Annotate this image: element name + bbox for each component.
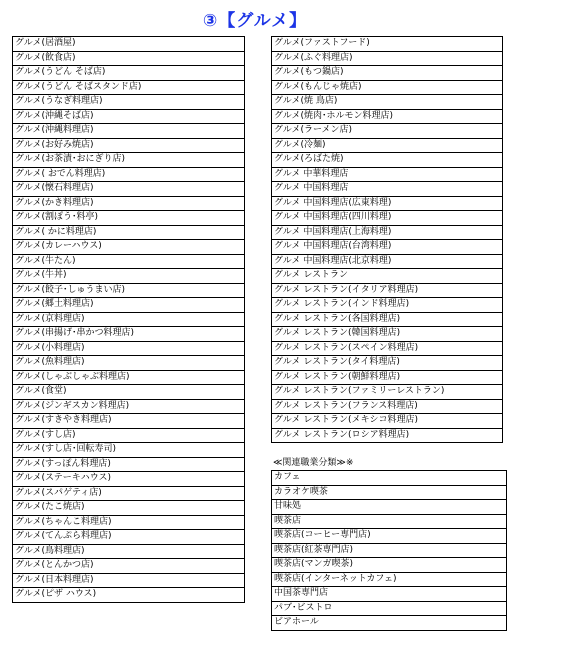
category-cell: グルメ(食堂) — [13, 385, 245, 400]
table-row — [13, 211, 245, 226]
table-row — [272, 211, 503, 226]
table-row — [272, 327, 503, 342]
table-row — [13, 501, 245, 516]
category-cell: グルメ レストラン(ロシア料理店) — [272, 428, 503, 443]
table-row — [272, 572, 507, 587]
gourmet-category-table-left — [12, 36, 245, 603]
category-cell: グルメ(お茶漬･おにぎり店) — [13, 153, 245, 168]
table-row — [13, 515, 245, 530]
category-cell: グルメ(冷麺) — [272, 138, 503, 153]
table-row — [13, 486, 245, 501]
page-title: ③【グルメ】 — [202, 11, 308, 31]
table-row — [272, 529, 507, 544]
table-row — [13, 196, 245, 211]
table-row — [272, 196, 503, 211]
table-row — [272, 601, 507, 616]
table-row — [272, 167, 503, 182]
table-row — [13, 167, 245, 182]
category-cell: グルメ(もつ鍋店) — [272, 66, 503, 81]
table-row — [13, 341, 245, 356]
category-cell: グルメ(ふぐ料理店) — [272, 51, 503, 66]
related-categories-table — [271, 470, 507, 631]
category-cell: グルメ(すし店) — [13, 428, 245, 443]
table-row — [13, 414, 245, 429]
category-cell: グルメ(牛丼) — [13, 269, 245, 284]
table-row — [13, 327, 245, 342]
category-cell: 喫茶店 — [272, 514, 507, 529]
category-cell: グルメ(魚料理店) — [13, 356, 245, 371]
table-row — [13, 95, 245, 110]
table-row — [272, 587, 507, 602]
table-row — [272, 500, 507, 515]
table-row — [13, 457, 245, 472]
category-cell: グルメ 中国料理店 — [272, 182, 503, 197]
category-cell: 喫茶店(マンガ喫茶) — [272, 558, 507, 573]
table-row — [13, 544, 245, 559]
table-row — [272, 514, 507, 529]
table-row — [272, 356, 503, 371]
category-cell: パブ･ビストロ — [272, 601, 507, 616]
table-row — [272, 298, 503, 313]
category-cell: グルメ(スパゲティ店) — [13, 486, 245, 501]
table-row — [272, 153, 503, 168]
table-row — [13, 588, 245, 603]
category-cell: グルメ レストラン(フランス料理店) — [272, 399, 503, 414]
table-row — [272, 80, 503, 95]
category-cell: グルメ レストラン(メキシコ料理店) — [272, 414, 503, 429]
category-cell: グルメ(日本料理店) — [13, 573, 245, 588]
category-cell: 喫茶店(インターネットカフェ) — [272, 572, 507, 587]
category-cell: グルメ(小料理店) — [13, 341, 245, 356]
table-row — [13, 240, 245, 255]
table-row — [13, 530, 245, 545]
table-row — [272, 225, 503, 240]
category-cell: カフェ — [272, 471, 507, 486]
table-row — [272, 37, 503, 52]
category-cell: グルメ 中国料理店(広東料理) — [272, 196, 503, 211]
category-cell: 喫茶店(紅茶専門店) — [272, 543, 507, 558]
table-row — [13, 283, 245, 298]
category-cell: ビアホール — [272, 616, 507, 631]
table-row — [272, 95, 503, 110]
table-row — [13, 472, 245, 487]
category-cell: グルメ レストラン(韓国料理店) — [272, 327, 503, 342]
table-row — [13, 109, 245, 124]
category-cell: グルメ 中国料理店(上海料理) — [272, 225, 503, 240]
category-cell: グルメ 中国料理店(北京料理) — [272, 254, 503, 269]
category-cell: グルメ(すきやき料理店) — [13, 414, 245, 429]
category-cell: グルメ レストラン — [272, 269, 503, 284]
category-cell: グルメ(てんぷら料理店) — [13, 530, 245, 545]
category-cell: グルメ(牛たん) — [13, 254, 245, 269]
table-row — [13, 298, 245, 313]
table-row — [272, 370, 503, 385]
category-cell: グルメ(串揚げ･串かつ料理店) — [13, 327, 245, 342]
category-cell: グルメ(たこ焼店) — [13, 501, 245, 516]
category-cell: グルメ(割ぽう･料亭) — [13, 211, 245, 226]
table-row — [272, 66, 503, 81]
category-cell: グルメ(うどん そば店) — [13, 66, 245, 81]
category-cell: グルメ(お好み焼店) — [13, 138, 245, 153]
category-cell: グルメ レストラン(ファミリーレストラン) — [272, 385, 503, 400]
category-cell: グルメ(沖縄料理店) — [13, 124, 245, 139]
category-cell: グルメ(焼肉･ホルモン料理店) — [272, 109, 503, 124]
category-cell: グルメ(餃子･しゅうまい店) — [13, 283, 245, 298]
table-row — [272, 558, 507, 573]
category-cell: グルメ(もんじゃ焼店) — [272, 80, 503, 95]
table-row — [272, 399, 503, 414]
table-row — [272, 471, 507, 486]
table-row — [13, 312, 245, 327]
category-cell: グルメ レストラン(朝鮮料理店) — [272, 370, 503, 385]
category-cell: グルメ レストラン(タイ料理店) — [272, 356, 503, 371]
table-row — [13, 399, 245, 414]
category-cell: グルメ(ジンギスカン料理店) — [13, 399, 245, 414]
category-cell: 中国茶専門店 — [272, 587, 507, 602]
table-row — [13, 428, 245, 443]
table-row — [272, 269, 503, 284]
category-cell: グルメ(郷土料理店) — [13, 298, 245, 313]
category-cell: カラオケ喫茶 — [272, 485, 507, 500]
table-row — [272, 124, 503, 139]
table-row — [13, 51, 245, 66]
table-row — [272, 341, 503, 356]
category-cell: グルメ レストラン(各国料理店) — [272, 312, 503, 327]
category-cell: グルメ(焼 鳥店) — [272, 95, 503, 110]
table-row — [272, 283, 503, 298]
category-cell: グルメ(ステーキハウス) — [13, 472, 245, 487]
category-cell: 喫茶店(コーヒー専門店) — [272, 529, 507, 544]
table-row — [272, 51, 503, 66]
category-cell: グルメ(懐石料理店) — [13, 182, 245, 197]
category-cell: グルメ(カレーハウス) — [13, 240, 245, 255]
table-row — [272, 109, 503, 124]
table-row — [13, 370, 245, 385]
category-cell: グルメ(飲食店) — [13, 51, 245, 66]
category-cell: グルメ レストラン(インド料理店) — [272, 298, 503, 313]
category-cell: グルメ(うどん そばスタンド店) — [13, 80, 245, 95]
table-row — [13, 80, 245, 95]
category-cell: グルメ(とんかつ店) — [13, 559, 245, 574]
table-row — [272, 414, 503, 429]
category-cell: グルメ(居酒屋) — [13, 37, 245, 52]
table-row — [13, 153, 245, 168]
category-cell: グルメ 中華料理店 — [272, 167, 503, 182]
table-row — [272, 385, 503, 400]
table-row — [13, 37, 245, 52]
category-cell: グルメ(しゃぶしゃぶ料理店) — [13, 370, 245, 385]
category-cell: グルメ( おでん料理店) — [13, 167, 245, 182]
table-row — [13, 385, 245, 400]
table-row — [272, 428, 503, 443]
table-row — [13, 225, 245, 240]
table-row — [272, 485, 507, 500]
related-categories-heading: ≪関連職業分類≫※ — [273, 458, 354, 468]
table-row — [272, 543, 507, 558]
category-cell: グルメ(京料理店) — [13, 312, 245, 327]
category-cell: グルメ(沖縄そば店) — [13, 109, 245, 124]
table-row — [13, 356, 245, 371]
table-row — [13, 138, 245, 153]
category-cell: グルメ( かに料理店) — [13, 225, 245, 240]
table-row — [13, 573, 245, 588]
table-row — [13, 269, 245, 284]
category-cell: グルメ(鳥料理店) — [13, 544, 245, 559]
table-row — [272, 138, 503, 153]
category-cell: 甘味処 — [272, 500, 507, 515]
category-cell: グルメ レストラン(スペイン料理店) — [272, 341, 503, 356]
category-cell: グルメ(ラーメン店) — [272, 124, 503, 139]
table-row — [272, 240, 503, 255]
category-cell: グルメ(ピザ ハウス) — [13, 588, 245, 603]
category-cell: グルメ レストラン(イタリア料理店) — [272, 283, 503, 298]
category-cell: グルメ 中国料理店(台湾料理) — [272, 240, 503, 255]
category-cell: グルメ(すし店･回転寿司) — [13, 443, 245, 458]
table-row — [13, 559, 245, 574]
category-cell: グルメ 中国料理店(四川料理) — [272, 211, 503, 226]
category-cell: グルメ(ちゃんこ料理店) — [13, 515, 245, 530]
table-row — [13, 66, 245, 81]
table-row — [272, 312, 503, 327]
table-row — [13, 182, 245, 197]
table-row — [13, 124, 245, 139]
category-cell: グルメ(かき料理店) — [13, 196, 245, 211]
category-cell: グルメ(すっぽん料理店) — [13, 457, 245, 472]
category-cell: グルメ(うなぎ料理店) — [13, 95, 245, 110]
table-row — [272, 254, 503, 269]
table-row — [13, 443, 245, 458]
category-cell: グルメ(ファストフード) — [272, 37, 503, 52]
gourmet-category-table-right — [271, 36, 503, 443]
table-row — [272, 616, 507, 631]
table-row — [13, 254, 245, 269]
table-row — [272, 182, 503, 197]
category-cell: グルメ(ろばた焼) — [272, 153, 503, 168]
